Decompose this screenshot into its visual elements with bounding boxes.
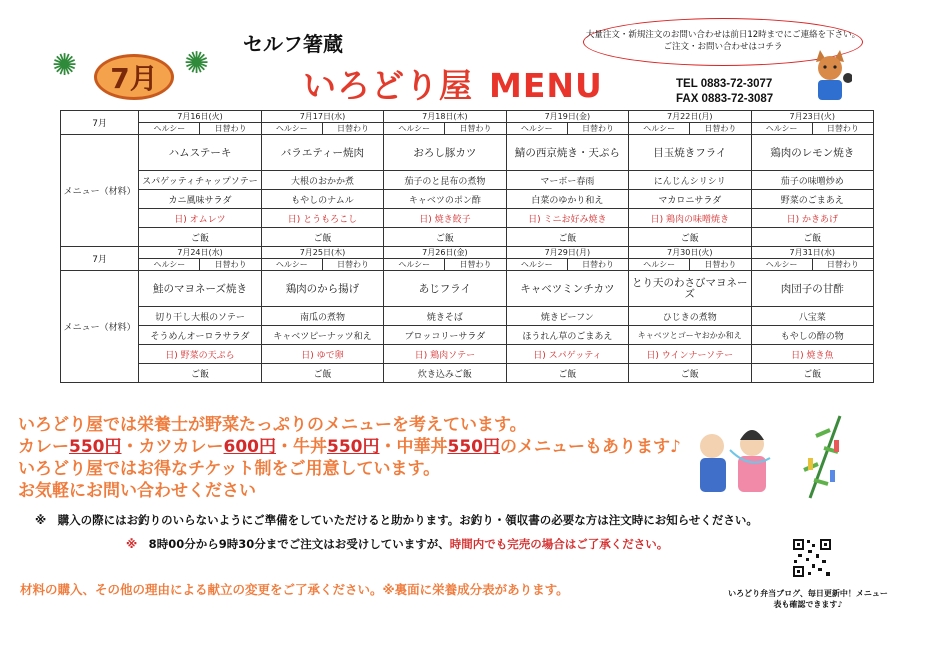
main-dish-cell: 鮭のマヨネーズ焼き: [139, 271, 261, 307]
daily-special-cell: 日) 鶏肉の味噌焼き: [629, 209, 751, 228]
side-dish-row: [61, 171, 874, 190]
daily-special-cell: 日) ウインナーソテー: [629, 345, 751, 364]
rice-cell: ご飯: [139, 228, 261, 247]
katsu-price: 600円: [223, 437, 276, 457]
subheader-row: [61, 259, 874, 271]
date-cell: 7月31日(水): [751, 247, 873, 259]
main-dish-cell: 鶏肉のレモン焼き: [751, 135, 873, 171]
rice-cell: ご飯: [506, 364, 628, 383]
rice-row: [61, 228, 874, 247]
side-dish-cell: 焼きそば: [384, 307, 506, 326]
menu-table: [60, 110, 874, 383]
daily-label: 日替わり: [200, 259, 261, 271]
date-row: [61, 247, 874, 259]
main-dish-cell: キャベツミンチカツ: [506, 271, 628, 307]
daily-special-cell: 日) スパゲッティ: [506, 345, 628, 364]
daily-special-cell: 日) ミニお好み焼き: [506, 209, 628, 228]
page-title: [303, 60, 603, 107]
payment-note: ※ 購入の際にはお釣りのいらないようにご準備をしていただけると助かります。お釣り・領収書の必要な方は注文時にお知らせください。: [35, 513, 758, 527]
daily-label: 日替わり: [445, 123, 506, 135]
side-dish-cell: スパゲッティチャップソテー: [139, 171, 261, 190]
rice-cell: ご飯: [261, 364, 383, 383]
side-dish-cell: キャベツのポン酢: [384, 190, 506, 209]
side-dish-cell: 南瓜の煮物: [261, 307, 383, 326]
side-dish-cell: カニ風味サラダ: [139, 190, 261, 209]
month-cell: 7月: [61, 247, 139, 271]
date-cell: 7月16日(火): [139, 111, 261, 123]
fax-number: FAX 0883-72-3087: [676, 93, 774, 105]
daily-special-cell: 日) 焼き魚: [751, 345, 873, 364]
rice-cell: ご飯: [629, 364, 751, 383]
date-cell: 7月24日(水): [139, 247, 261, 259]
date-cell: 7月22日(月): [629, 111, 751, 123]
healthy-label: ヘルシー: [384, 259, 445, 271]
daily-special-row: [61, 345, 874, 364]
daily-special-cell: 日) 鶏肉ソテー: [384, 345, 506, 364]
rice-cell: ご飯: [139, 364, 261, 383]
side-dish-cell: ブロッコリーサラダ: [384, 326, 506, 345]
firework-icon: ✺: [184, 46, 210, 81]
daily-special-cell: 日) とうもろこし: [261, 209, 383, 228]
cat-mascot-icon: [808, 48, 852, 104]
daily-label: 日替わり: [567, 123, 628, 135]
shop-name: いろどり屋: [303, 66, 473, 105]
chuka-label: ・中華丼: [379, 437, 448, 457]
side-dish-cell: 焼きビーフン: [506, 307, 628, 326]
month-badge: [52, 40, 212, 112]
healthy-label: ヘルシー: [751, 123, 812, 135]
promo-line: いろどり屋では栄養士が野菜たっぷりのメニューを考えています。: [18, 415, 527, 435]
gyudon-label: ・牛丼: [276, 437, 327, 457]
month-label: 7月: [94, 54, 174, 100]
price-line: [18, 436, 681, 458]
main-dish-cell: とり天のわさびマヨネーズ: [629, 271, 751, 307]
side-dish-cell: もやしのナムル: [261, 190, 383, 209]
contact-info: [676, 77, 773, 107]
rice-row: [61, 364, 874, 383]
date-cell: 7月29日(月): [506, 247, 628, 259]
speech-line: 大量注文・新規注文のお問い合わせは前日12時までにご連絡を下さい。: [585, 30, 861, 40]
daily-special-row: [61, 209, 874, 228]
side-dish-cell: 白菜のゆかり和え: [506, 190, 628, 209]
side-dish-cell: 茄子の味噌炒め: [751, 171, 873, 190]
main-dish-cell: ハムステーキ: [139, 135, 261, 171]
main-dish-cell: バラエティー焼肉: [261, 135, 383, 171]
daily-special-cell: 日) ゆで卵: [261, 345, 383, 364]
daily-label: 日替わり: [445, 259, 506, 271]
firework-icon: ✺: [52, 48, 78, 83]
daily-label: 日替わり: [567, 259, 628, 271]
curry-price: 550円: [69, 437, 122, 457]
healthy-label: ヘルシー: [139, 123, 200, 135]
promo-line: お気軽にお問い合わせください: [18, 481, 256, 501]
healthy-label: ヘルシー: [139, 259, 200, 271]
main-dish-cell: 目玉焼きフライ: [629, 135, 751, 171]
main-dish-cell: あじフライ: [384, 271, 506, 307]
main-dish-cell: 肉団子の甘酢: [751, 271, 873, 307]
promo-line: いろどり屋ではお得なチケット制をご用意しています。: [18, 459, 441, 479]
tel-number: TEL 0883-72-3077: [676, 78, 773, 90]
side-dish-cell: 切り干し大根のソテー: [139, 307, 261, 326]
date-cell: 7月23日(火): [751, 111, 873, 123]
main-dish-cell: 鶏肉のから揚げ: [261, 271, 383, 307]
side-dish-cell: ほうれん草のごまあえ: [506, 326, 628, 345]
rice-cell: ご飯: [751, 364, 873, 383]
side-dish-row: [61, 190, 874, 209]
side-dish-cell: 大根のおかか煮: [261, 171, 383, 190]
order-time-text: 8時00分から9時30分までご注文はお受けしていますが、: [137, 537, 450, 551]
rice-cell: ご飯: [261, 228, 383, 247]
main-dish-cell: 鯖の西京焼き・天ぷら: [506, 135, 628, 171]
price-line-end: のメニューもあります♪: [500, 437, 681, 457]
side-dish-row: [61, 307, 874, 326]
daily-special-cell: 日) かきあげ: [751, 209, 873, 228]
healthy-label: ヘルシー: [261, 259, 322, 271]
curry-label: カレー: [18, 437, 69, 457]
shop-subtitle: セルフ箸蔵: [243, 32, 343, 56]
date-cell: 7月25日(木): [261, 247, 383, 259]
side-dish-cell: 茄子のと昆布の煮物: [384, 171, 506, 190]
menu-row-label: メニュー（材料）: [61, 271, 139, 383]
side-dish-cell: キャベツピーナッツ和え: [261, 326, 383, 345]
rice-cell: ご飯: [506, 228, 628, 247]
tanabata-illustration-icon: [690, 410, 870, 500]
daily-label: 日替わり: [322, 259, 383, 271]
main-dish-cell: おろし豚カツ: [384, 135, 506, 171]
healthy-label: ヘルシー: [506, 259, 567, 271]
side-dish-cell: マカロニサラダ: [629, 190, 751, 209]
daily-special-cell: 日) オムレツ: [139, 209, 261, 228]
rice-cell: ご飯: [384, 228, 506, 247]
side-dish-cell: もやしの酢の物: [751, 326, 873, 345]
healthy-label: ヘルシー: [751, 259, 812, 271]
healthy-label: ヘルシー: [261, 123, 322, 135]
side-dish-cell: そうめんオーロラサラダ: [139, 326, 261, 345]
date-cell: 7月26日(金): [384, 247, 506, 259]
side-dish-cell: キャベツとゴーヤおかか和え: [629, 326, 751, 345]
date-row: [61, 111, 874, 123]
date-cell: 7月18日(木): [384, 111, 506, 123]
main-dish-row: [61, 271, 874, 307]
sold-out-warning: 時間内でも完売の場合はご了承ください。: [449, 537, 669, 551]
healthy-label: ヘルシー: [629, 123, 690, 135]
month-cell: 7月: [61, 111, 139, 135]
rice-cell: 炊き込みご飯: [384, 364, 506, 383]
date-cell: 7月17日(水): [261, 111, 383, 123]
qr-code-icon[interactable]: [792, 538, 832, 578]
gyudon-price: 550円: [327, 437, 380, 457]
daily-label: 日替わり: [690, 123, 751, 135]
date-cell: 7月30日(火): [629, 247, 751, 259]
promo-notes: [18, 414, 681, 502]
daily-special-cell: 日) 野菜の天ぷら: [139, 345, 261, 364]
side-dish-cell: ひじきの煮物: [629, 307, 751, 326]
healthy-label: ヘルシー: [629, 259, 690, 271]
rice-cell: ご飯: [751, 228, 873, 247]
daily-label: 日替わり: [690, 259, 751, 271]
side-dish-cell: マーボー春雨: [506, 171, 628, 190]
daily-label: 日替わり: [322, 123, 383, 135]
speech-line: ご注文・お問い合わせはコチラ: [663, 42, 783, 52]
menu-row-label: メニュー（材料）: [61, 135, 139, 247]
chuka-price: 550円: [447, 437, 500, 457]
order-time-note: [126, 536, 668, 552]
main-dish-row: [61, 135, 874, 171]
menu-word: MENU: [489, 66, 603, 105]
healthy-label: ヘルシー: [506, 123, 567, 135]
rice-cell: ご飯: [629, 228, 751, 247]
side-dish-cell: 八宝菜: [751, 307, 873, 326]
daily-label: 日替わり: [812, 123, 873, 135]
daily-label: 日替わり: [200, 123, 261, 135]
daily-label: 日替わり: [812, 259, 873, 271]
blog-note: いろどり弁当ブログ、毎日更新中！メニュー表も確認できます♪: [728, 589, 888, 609]
subheader-row: [61, 123, 874, 135]
side-dish-cell: にんじんシリシリ: [629, 171, 751, 190]
katsu-label: ・カツカレー: [121, 437, 224, 457]
side-dish-cell: 野菜のごまあえ: [751, 190, 873, 209]
date-cell: 7月19日(金): [506, 111, 628, 123]
side-dish-row: [61, 326, 874, 345]
daily-special-cell: 日) 焼き餃子: [384, 209, 506, 228]
healthy-label: ヘルシー: [384, 123, 445, 135]
menu-change-note: 材料の購入、その他の理由による献立の変更をご了承ください。※裏面に栄養成分表があります。: [20, 582, 569, 597]
note-mark: ※: [126, 537, 138, 551]
